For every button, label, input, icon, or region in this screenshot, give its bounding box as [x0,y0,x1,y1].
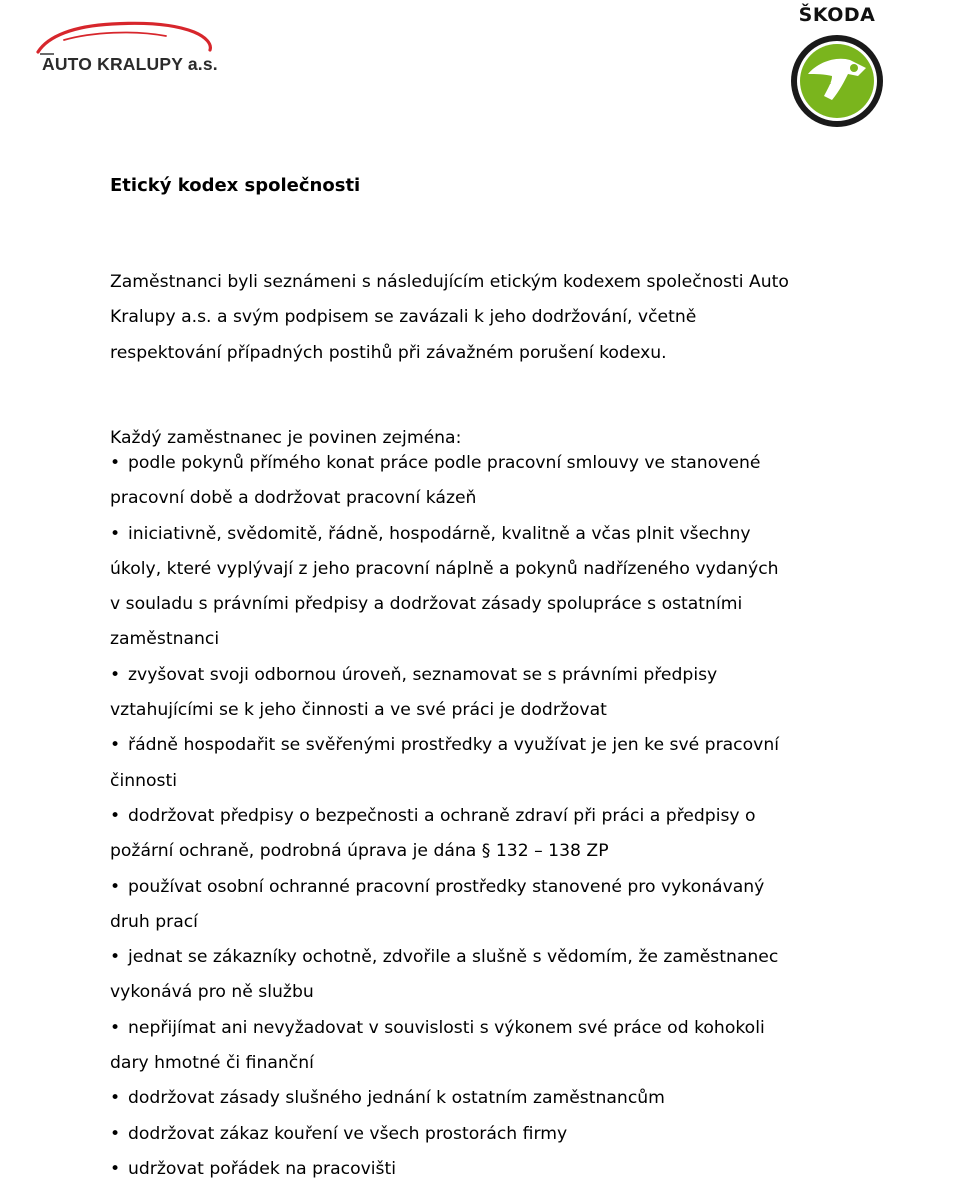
duty-text: udržovat pořádek na pracovišti [128,1158,397,1179]
duty-item [110,1011,890,1082]
duties-list [110,446,890,1187]
duty-text: v souladu s právními předpisy a dodržovat zásady spolupráce s ostatními [110,594,743,615]
bullet-icon: • [110,735,121,756]
bullet-icon: • [110,664,121,685]
auto-kralupy-logo [34,14,224,76]
duties-lead: Každý zaměstnanec je povinen zejména: [110,428,462,448]
duty-text: pracovní době a dodržovat pracovní kázeň [110,488,477,509]
duty-text: podle pokynů přímého konat práce podle pracovní smlouvy ve stanovené [128,453,761,473]
intro-line: respektování případných postihů při závažném porušení kodexu. [110,342,667,363]
duty-item [110,870,890,941]
duty-item [110,517,890,658]
duty-text: požární ochraně, podrobná úprava je dána § 132 – 138 ZP [110,841,609,862]
intro-line: Zaměstnanci byli seznámeni s následujícím etickým kodexem společnosti Auto [110,272,789,292]
bullet-icon: • [110,1088,121,1109]
duty-item [110,728,890,799]
duty-text: dodržovat zásady slušného jednání k ostatním zaměstnancům [128,1088,665,1109]
duty-text: řádně hospodařit se svěřenými prostředky a využívat je jen ke své pracovní [128,735,779,756]
duty-item [110,658,890,729]
duty-text: zaměstnanci [110,629,220,650]
skoda-winged-arrow-icon [788,32,886,130]
bullet-icon: • [110,876,121,897]
document-title: Etický kodex společnosti [110,175,361,196]
duty-item [110,1117,890,1152]
intro-line: Kralupy a.s. a svým podpisem se zavázali k jeho dodržování, včetně [110,307,697,328]
logo-wordmark: AUTO KRALUPY a.s. [42,54,218,74]
duty-text: zvyšovat svoji odbornou úroveň, seznamovat se s právními předpisy [128,664,718,685]
skoda-logo [786,4,888,134]
duty-text: dodržovat zákaz kouření ve všech prostorách firmy [128,1123,568,1144]
duty-item [110,799,890,870]
bullet-icon: • [110,453,121,473]
intro-paragraph [110,265,890,371]
duty-item [110,1152,890,1187]
duty-text: nepřijímat ani nevyžadovat v souvislosti s výkonem své práce od kohokoli [128,1017,765,1038]
bullet-icon: • [110,805,121,826]
duty-text: iniciativně, svědomitě, řádně, hospodárně, kvalitně a včas plnit všechny [128,523,751,544]
duty-text: dary hmotné či finanční [110,1053,314,1074]
duty-text: činnosti [110,770,177,791]
duty-text: úkoly, které vyplývají z jeho pracovní náplně a pokynů nadřízeného vydaných [110,558,779,579]
bullet-icon: • [110,1158,121,1179]
bullet-icon: • [110,523,121,544]
bullet-icon: • [110,947,121,968]
duty-item [110,446,890,517]
duty-text: dodržovat předpisy o bezpečnosti a ochraně zdraví při práci a předpisy o [128,805,756,826]
duty-text: vykonává pro ně službu [110,982,314,1003]
duty-text: vztahujícími se k jeho činnosti a ve své práci je dodržovat [110,700,607,721]
bullet-icon: • [110,1123,121,1144]
duty-item [110,1081,890,1116]
duty-item [110,940,890,1011]
duty-text: druh prací [110,911,198,932]
duty-text: používat osobní ochranné pracovní prostředky stanovené pro vykonávaný [128,876,765,897]
skoda-wordmark: ŠKODA [798,4,876,26]
bullet-icon: • [110,1017,121,1038]
duty-text: jednat se zákazníky ochotně, zdvořile a slušně s vědomím, že zaměstnanec [128,947,779,968]
auto-kralupy-car-swoosh-icon [34,14,224,76]
